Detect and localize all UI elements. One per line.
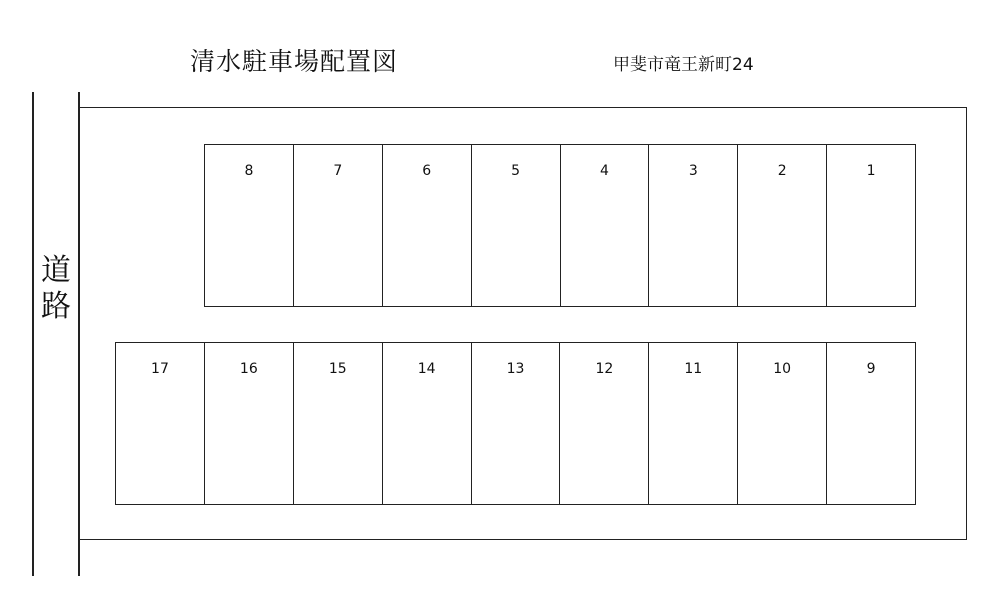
parking-space-number: 7 (333, 163, 343, 179)
road-edge-left (32, 92, 34, 576)
road-label-char-2: 路 (41, 289, 71, 324)
parking-space-number: 12 (595, 361, 614, 377)
parking-space-2[interactable] (737, 145, 826, 306)
parking-space-4[interactable] (560, 145, 649, 306)
address-label: 甲斐市竜王新町24 (613, 55, 754, 75)
parking-space-3[interactable] (648, 145, 737, 306)
parking-row-bottom (115, 342, 916, 505)
parking-space-8[interactable] (205, 145, 293, 306)
parking-space-11[interactable] (648, 343, 737, 504)
parking-space-number: 9 (866, 361, 876, 377)
parking-space-number: 2 (777, 163, 787, 179)
parking-space-12[interactable] (559, 343, 648, 504)
parking-space-number: 1 (866, 163, 876, 179)
parking-space-1[interactable] (826, 145, 915, 306)
parking-row-top (204, 144, 916, 307)
parking-space-number: 16 (239, 361, 258, 377)
parking-space-number: 10 (773, 361, 792, 377)
parking-space-number: 6 (422, 163, 432, 179)
parking-space-number: 17 (151, 361, 169, 377)
page-title: 清水駐車場配置図 (190, 47, 399, 76)
parking-space-number: 11 (684, 361, 703, 377)
road-label (38, 253, 74, 325)
road-label-char-1: 道 (41, 253, 71, 288)
parking-space-number: 13 (506, 361, 525, 377)
parking-space-14[interactable] (382, 343, 471, 504)
parking-space-number: 15 (328, 361, 347, 377)
parking-space-7[interactable] (293, 145, 382, 306)
parking-space-9[interactable] (826, 343, 915, 504)
parking-space-17[interactable] (116, 343, 204, 504)
parking-space-number: 4 (599, 163, 609, 179)
parking-space-number: 14 (417, 361, 436, 377)
parking-space-16[interactable] (204, 343, 293, 504)
parking-space-15[interactable] (293, 343, 382, 504)
parking-space-number: 5 (511, 163, 521, 179)
parking-space-13[interactable] (471, 343, 560, 504)
parking-space-6[interactable] (382, 145, 471, 306)
parking-space-10[interactable] (737, 343, 826, 504)
parking-space-5[interactable] (471, 145, 560, 306)
parking-space-number: 8 (244, 163, 254, 179)
parking-space-number: 3 (688, 163, 698, 179)
